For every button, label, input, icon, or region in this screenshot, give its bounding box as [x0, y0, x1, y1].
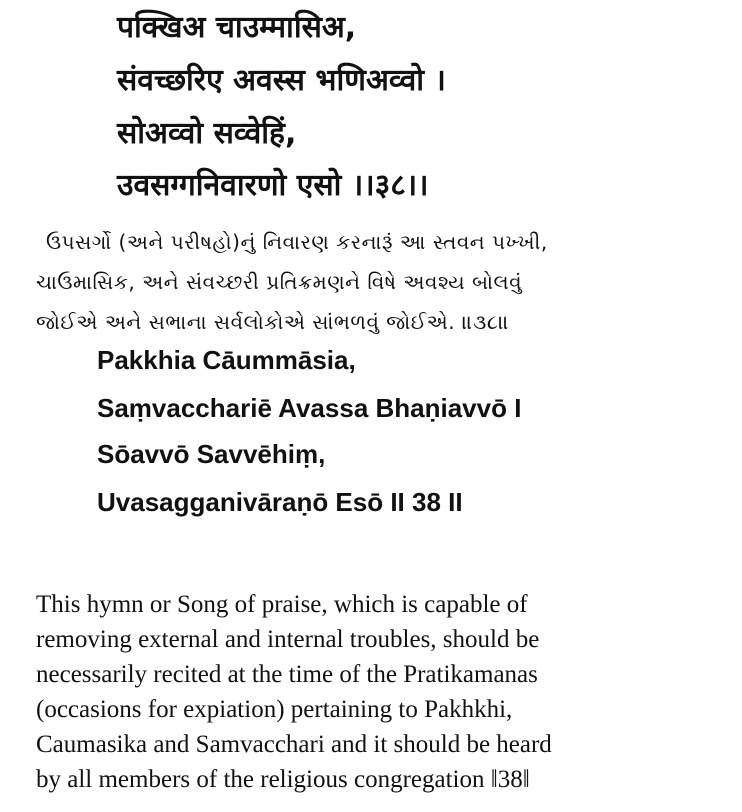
transliteration-line: Pakkhia Cāummāsia, [97, 345, 356, 375]
paragraph-line: necessarily recited at the time of the Pratikamanas [36, 661, 538, 688]
verse-line: संवच्छरिए अवस्स भणिअव्वो । [117, 63, 446, 98]
transliteration-line: Uvasagganivāraṇō Esō II 38 II [97, 487, 463, 517]
transliteration-line: Saṃvacchariē Avassa Bhaṇiavvō I [97, 393, 522, 423]
translation-line: ઉપસર્ગો (અને પરીષહો)નું નિવારણ કરનારૂં આ સ્તવન પખ્ખી, [46, 230, 548, 254]
paragraph-line: (occasions for expiation) pertaining to Pakhkhi, [36, 696, 513, 723]
verse-line: उवसग्गनिवारणो एसो ।।३८।। [117, 168, 429, 203]
paragraph-line: by all members of the religious congregation ‖38‖ [36, 766, 530, 793]
translation-line: જોઈએ અને સભાના સર્વલોકોએ સાંભળવું જોઈએ. ॥૩૮॥ [36, 310, 510, 334]
paragraph-line: This hymn or Song of praise, which is capable of [36, 591, 528, 618]
verse-line: पक्खिअ चाउम्मासिअ, [117, 10, 357, 45]
translation-line: ચાઉમાસિક, અને સંવચ્છરી પ્રતિક્રમણને વિષે અવશ્ય બોલવું [36, 270, 523, 294]
paragraph-line: Caumasika and Samvacchari and it should be heard [36, 731, 552, 758]
transliteration-line: Sōavvō Savvēhiṃ, [97, 439, 326, 469]
paragraph-line: removing external and internal troubles, should be [36, 626, 540, 653]
verse-line: सोअव्वो सव्वेहिं, [117, 116, 297, 151]
